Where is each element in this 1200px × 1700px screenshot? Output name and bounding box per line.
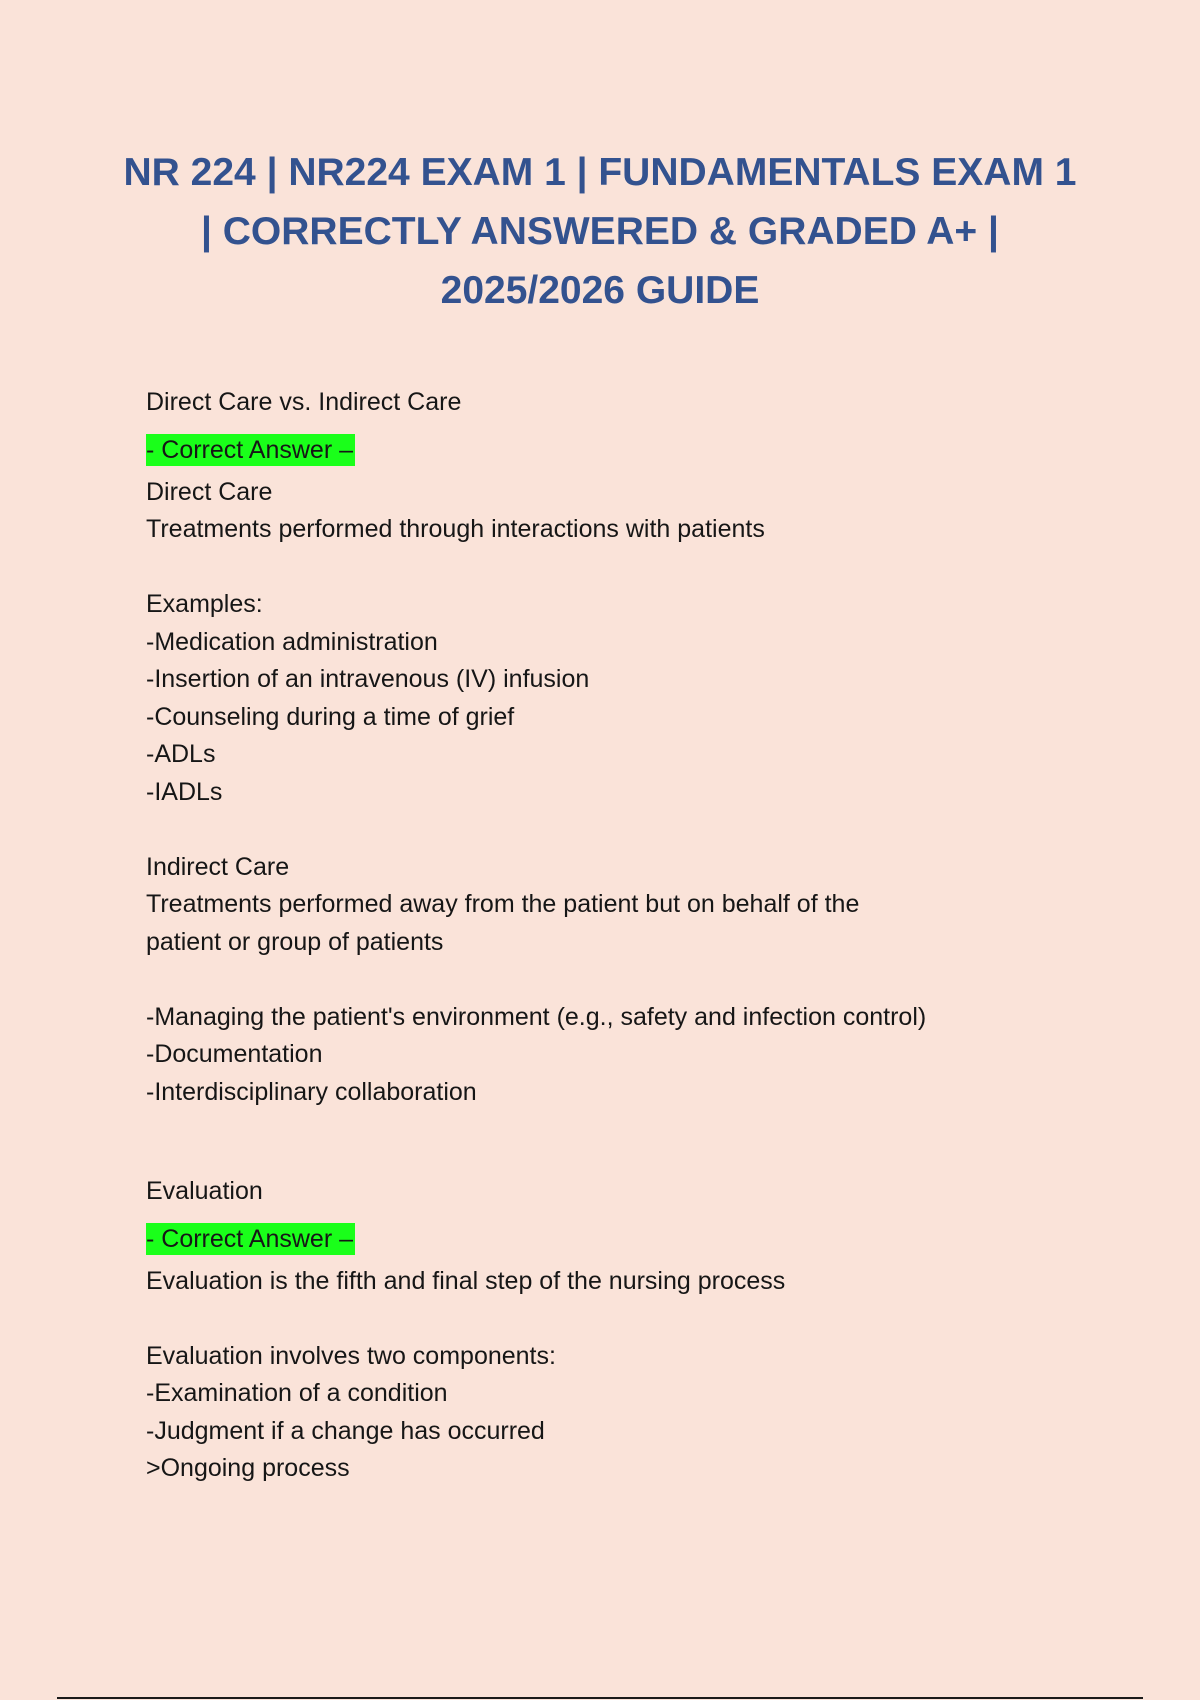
document-title: NR 224 | NR224 EXAM 1 | FUNDAMENTALS EXAM 1 | CORRECTLY ANSWERED & GRADED A+ | 2025/2026 GUIDE xyxy=(123,151,1077,312)
correct-answer-badge xyxy=(146,432,1096,464)
footer-divider xyxy=(57,1697,1143,1699)
correct-answer-label: - Correct Answer – xyxy=(146,1224,354,1253)
qa-item xyxy=(146,1173,1096,1488)
question-text: Direct Care vs. Indirect Care xyxy=(146,388,462,416)
answer-text: Direct Care Treatments performed through interactions with patients Examples: -Medication administration -Insertion of an intravenous (IV) infusion -Counseling during a time of grief -ADLs -IADLs Indirect Care Treatments performed away from the patient but on behalf of the patient or group of patients -Managing the patient's environment (e.g., safety and infection control) -Documentation -Interdisciplinary collaboration xyxy=(146,477,927,1106)
section-gap xyxy=(146,1111,1096,1173)
qa-list xyxy=(146,384,1096,1488)
question-text: Evaluation xyxy=(146,1177,263,1205)
answer-text: Evaluation is the fifth and final step of the nursing process Evaluation involves two components: -Examination of a condition -Judgment if a change has occurred >Ongoing process xyxy=(146,1266,786,1482)
correct-answer-badge xyxy=(146,1221,1096,1253)
qa-item xyxy=(146,384,1096,1111)
correct-answer-label: - Correct Answer – xyxy=(146,435,354,464)
